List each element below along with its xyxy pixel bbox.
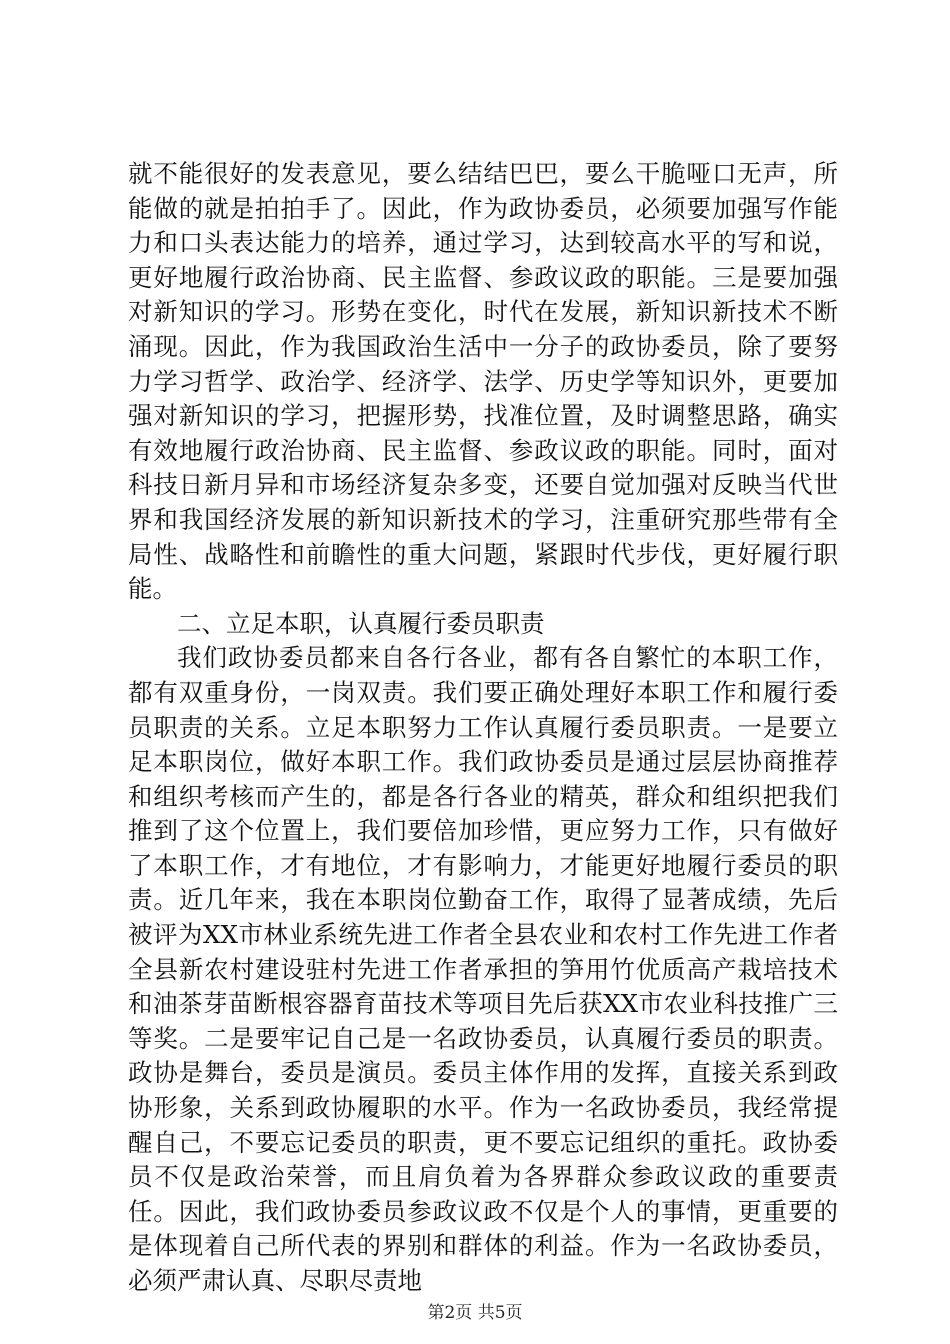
paragraph-continuation: 就不能很好的发表意见，要么结结巴巴，要么干脆哑口无声，所能做的就是拍拍手了。因此，作为政协委员，必须要加强写作能力和口头表达能力的培养，通过学习，达到较高水平的写和说，更好地履行政治协商、民主监督、参政议政的职能。三是要加强对新知识的学习。形势在变化，时代在发展，新知识新技术不断涌现。因此，作为我国政治生活中一分子的政协委员，除了要努力学习哲学、政治学、经济学、法学、历史学等知识外，更要加强对新知识的学习，把握形势，找准位置，及时调整思路，确实有效地履行政治协商、民主监督、参政议政的职能。同时，面对科技日新月异和市场经济复杂多变，还要自觉加强对反映当代世界和我国经济发展的新知识新技术的学习，注重研究那些带有全局性、战略性和前瞻性的重大问题，紧跟时代步伐，更好履行职能。 xyxy=(128,159,838,604)
section-heading: 二、立足本职，认真履行委员职责 xyxy=(177,608,545,638)
document-body xyxy=(128,157,838,1299)
page-number-footer: 第2页 共5页 xyxy=(427,1303,523,1323)
paragraph-body: 我们政协委员都来自各行各业，都有各自繁忙的本职工作，都有双重身份，一岗双责。我们要正确处理好本职工作和履行委员职责的关系。立足本职努力工作认真履行委员职责。一是要立足本职岗位，做好本职工作。我们政协委员是通过层层协商推荐和组织考核而产生的，都是各行各业的精英，群众和组织把我们推到了这个位置上，我们要倍加珍惜，更应努力工作，只有做好了本职工作，才有地位，才有影响力，才能更好地履行委员的职责。近几年来，我在本职岗位勤奋工作，取得了显著成绩，先后被评为XX市林业系统先进工作者全县农业和农村工作先进工作者全县新农村建设驻村先进工作者承担的笋用竹优质高产栽培技术和油茶芽苗断根容器育苗技术等项目先后获XX市农业科技推广三等奖。二是要牢记自己是一名政协委员，认真履行委员的职责。政协是舞台，委员是演员。委员主体作用的发挥，直接关系到政协形象，关系到政协履职的水平。作为一名政协委员，我经常提醒自己，不要忘记委员的职责，更不要忘记组织的重托。政协委员不仅是政治荣誉，而且肩负着为各界群众参政议政的重要责任。因此，我们政协委员参政议政不仅是个人的事情，更重要的是体现着自己所代表的界别和群体的利益。作为一名政协委员，必须严肃认真、尽职尽责地 xyxy=(128,643,838,1295)
